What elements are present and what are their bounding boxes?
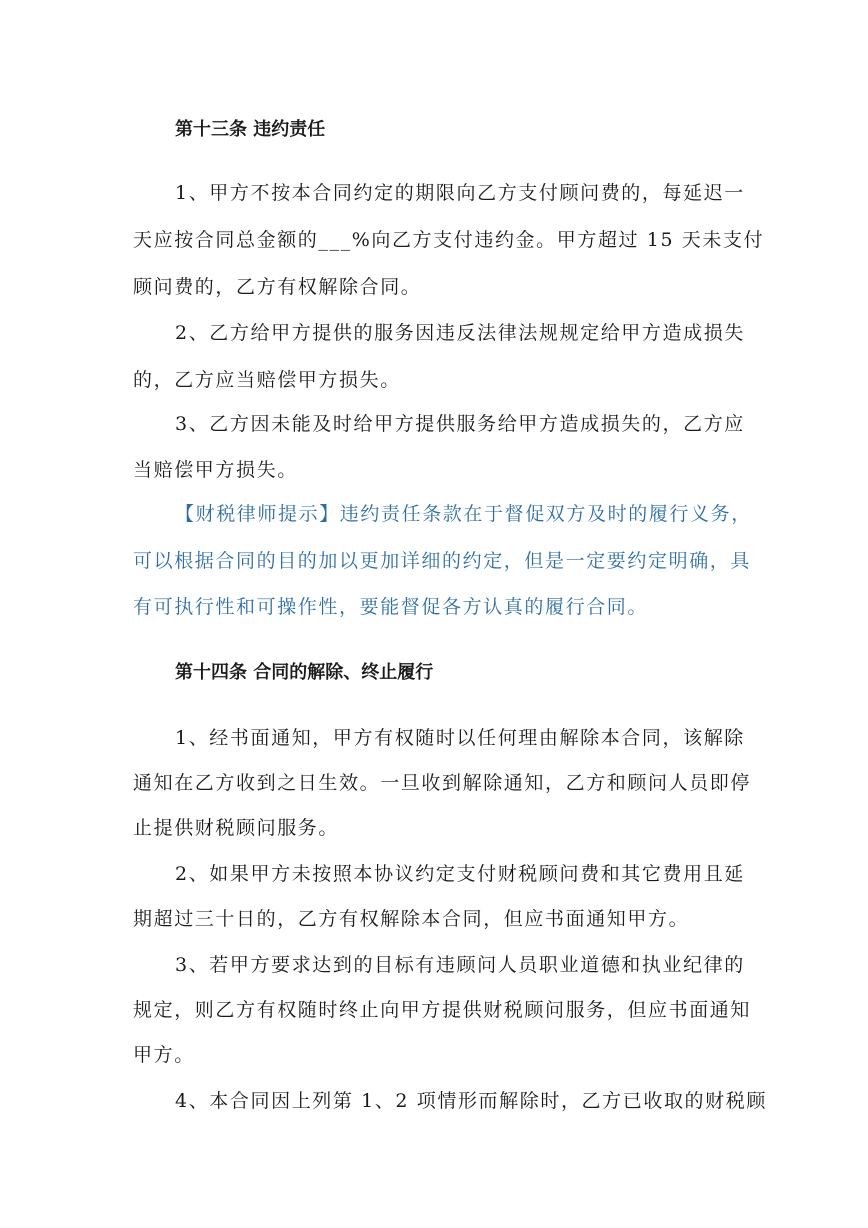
article-13-clause-2-line-1: 2、乙方给甲方提供的服务因违反法律法规规定给甲方造成损失 [175, 322, 745, 344]
article-13-clause-3-line-1: 3、乙方因未能及时给甲方提供服务给甲方造成损失的，乙方应 [175, 413, 745, 435]
article-13-heading: 第十三条 违约责任 [175, 119, 326, 140]
article-14-clause-2-line-1: 2、如果甲方未按照本协议约定支付财税顾问费和其它费用且延 [175, 863, 745, 885]
lawyer-tip-line-2: 可以根据合同的目的加以更加详细的约定，但是一定要约定明确，具 [133, 550, 752, 572]
lawyer-tip-line-3: 有可执行性和可操作性，要能督促各方认真的履行合同。 [133, 596, 649, 618]
lawyer-tip-line-1: 【财税律师提示】违约责任条款在于督促双方及时的履行义务， [175, 503, 752, 525]
article-14-clause-3-line-1: 3、若甲方要求达到的目标有违顾问人员职业道德和执业纪律的 [175, 954, 745, 976]
article-14-clause-2-line-2: 期超过三十日的，乙方有权解除本合同，但应书面通知甲方。 [133, 908, 690, 930]
article-14-clause-1-line-2: 通知在乙方收到之日生效。一旦收到解除通知，乙方和顾问人员即停 [133, 772, 752, 794]
article-13-clause-1-line-2: 天应按合同总金额的___%向乙方支付违约金。甲方超过 15 天未支付 [133, 229, 765, 251]
article-14-clause-3-line-3: 甲方。 [133, 1044, 195, 1066]
article-14-clause-1-line-3: 止提供财税顾问服务。 [133, 817, 340, 839]
article-14-clause-4-line-1: 4、本合同因上列第 1、2 项情形而解除时，乙方已收取的财税顾 [175, 1090, 767, 1112]
article-14-heading: 第十四条 合同的解除、终止履行 [175, 662, 434, 683]
article-13-clause-3-line-2: 当赔偿甲方损失。 [133, 459, 298, 481]
article-14-clause-3-line-2: 规定，则乙方有权随时终止向甲方提供财税顾问服务，但应书面通知 [133, 999, 752, 1021]
article-13-clause-1-line-3: 顾问费的，乙方有权解除合同。 [133, 276, 422, 298]
article-13-clause-1-line-1: 1、甲方不按本合同约定的期限向乙方支付顾问费的，每延迟一 [175, 182, 745, 204]
article-13-clause-2-line-2: 的，乙方应当赔偿甲方损失。 [133, 369, 401, 391]
article-14-clause-1-line-1: 1、经书面通知，甲方有权随时以任何理由解除本合同，该解除 [175, 727, 745, 749]
